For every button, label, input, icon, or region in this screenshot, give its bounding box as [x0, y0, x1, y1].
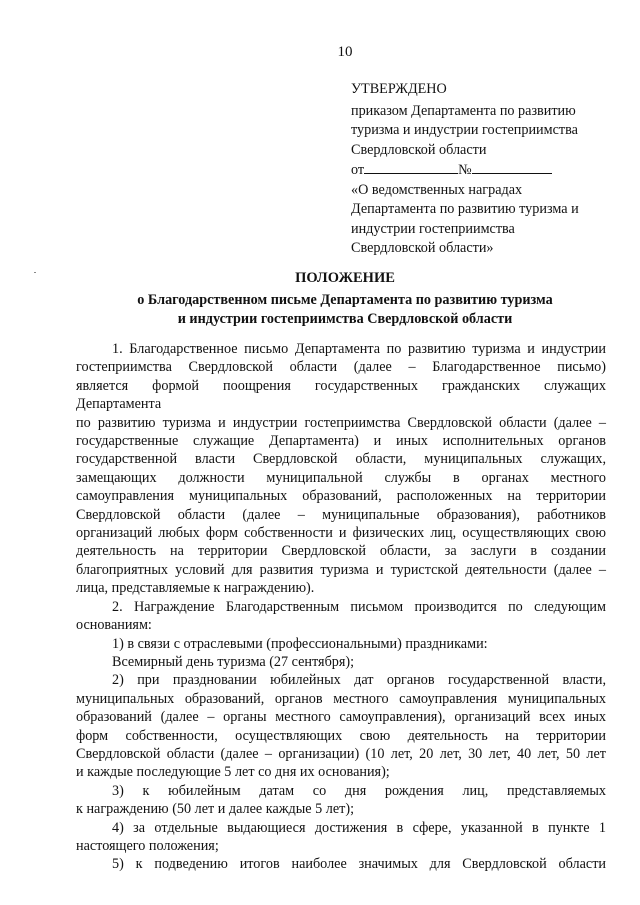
date-prefix: от: [351, 162, 365, 178]
body-line: Всемирный день туризма (27 сентября);: [112, 653, 355, 670]
approval-line: Свердловской области: [351, 141, 487, 158]
body-line: основаниям:: [76, 617, 152, 634]
body-line: к награждению (50 лет и далее каждые 5 лет);: [76, 801, 355, 818]
approval-order-title: Свердловской области»: [351, 240, 494, 256]
body-line: муниципальных образований, органов местного самоуправления муниципальных: [76, 690, 606, 707]
body-line: 2) при праздновании юбилейных дат органов государственной власти,: [112, 672, 606, 689]
body-line: 3) к юбилейным датам со дня рождения лиц, представляемых: [112, 782, 606, 799]
number-blank: [472, 160, 552, 174]
approval-order-title: «О ведомственных наградах: [351, 181, 523, 198]
body-line: гостеприимства Свердловской области (далее – Благодарственное письмо): [76, 359, 606, 376]
body-line: 1) в связи с отраслевыми (профессиональными) праздниками:: [112, 635, 488, 652]
body-line: деятельность на территории Свердловской области, за заслуги в создании: [76, 543, 606, 560]
body-line: самоуправления муниципальных образований, расположенных на территории: [76, 488, 606, 505]
body-line: 2. Награждение Благодарственным письмом производится по следующим: [112, 598, 606, 615]
body-line: лица, представляемые к награждению).: [76, 580, 315, 597]
approval-line: приказом Департамента по развитию: [351, 102, 576, 119]
body-line: государственные служащие Департамента) и иных исполнительных органов: [76, 433, 606, 450]
body-line: является формой поощрения государственных гражданских служащих: [76, 377, 606, 394]
body-line: форм собственности, осуществляющих свою деятельность на территории: [76, 727, 606, 744]
approval-block: [351, 80, 611, 259]
body-line: настоящего положения;: [76, 837, 219, 854]
body-line: по развитию туризма и индустрии гостеприимства Свердловской области (далее –: [76, 414, 606, 431]
subtitle-line: и индустрии гостеприимства Свердловской области: [177, 311, 513, 327]
body-line: государственной власти Свердловской области, муниципальных служащих,: [76, 451, 606, 468]
approval-heading: УТВЕРЖДЕНО: [351, 81, 447, 97]
approval-order-title: Департамента по развитию туризма и: [351, 201, 579, 217]
body-line: и каждые последующие 5 лет со дня их основания);: [76, 764, 390, 781]
page-number: 10: [337, 44, 353, 60]
body-line: благоприятных условий для развития туризма и туристской деятельности (далее –: [76, 561, 606, 578]
body-line: Свердловской области (далее – организации) (10 лет, 20 лет, 30 лет, 40 лет, 50 лет: [76, 745, 606, 762]
body-line: Свердловской области (далее – муниципальные образования), работников: [76, 506, 606, 523]
body-line: Департамента: [76, 396, 162, 413]
date-blank: [364, 160, 458, 174]
approval-line: туризма и индустрии гостеприимства: [351, 122, 578, 138]
body-line: организаций любых форм собственности и физических лиц, осуществляющих свою: [76, 525, 606, 542]
approval-order-title: индустрии гостеприимства: [351, 220, 515, 237]
document-title: ПОЛОЖЕНИЕ: [295, 270, 395, 286]
body-line: 5) к подведению итогов наиболее значимых для Свердловской области: [112, 856, 606, 873]
document-body: [76, 340, 606, 874]
body-line: 1. Благодарственное письмо Департамента по развитию туризма и индустрии: [112, 341, 606, 357]
approval-date-number-line: [351, 160, 611, 181]
document-subtitle: [0, 291, 640, 329]
body-line: замещающих должности муниципальной службы в органах местного: [76, 469, 606, 486]
body-line: 4) за отдельные выдающиеся достижения в сфере, указанной в пункте 1: [112, 819, 606, 836]
subtitle-line: о Благодарственном письме Департамента по развитию туризма: [137, 292, 553, 308]
number-prefix: №: [458, 162, 472, 178]
body-line: образований (далее – органы местного самоуправления), организаций всех иных: [76, 709, 606, 726]
